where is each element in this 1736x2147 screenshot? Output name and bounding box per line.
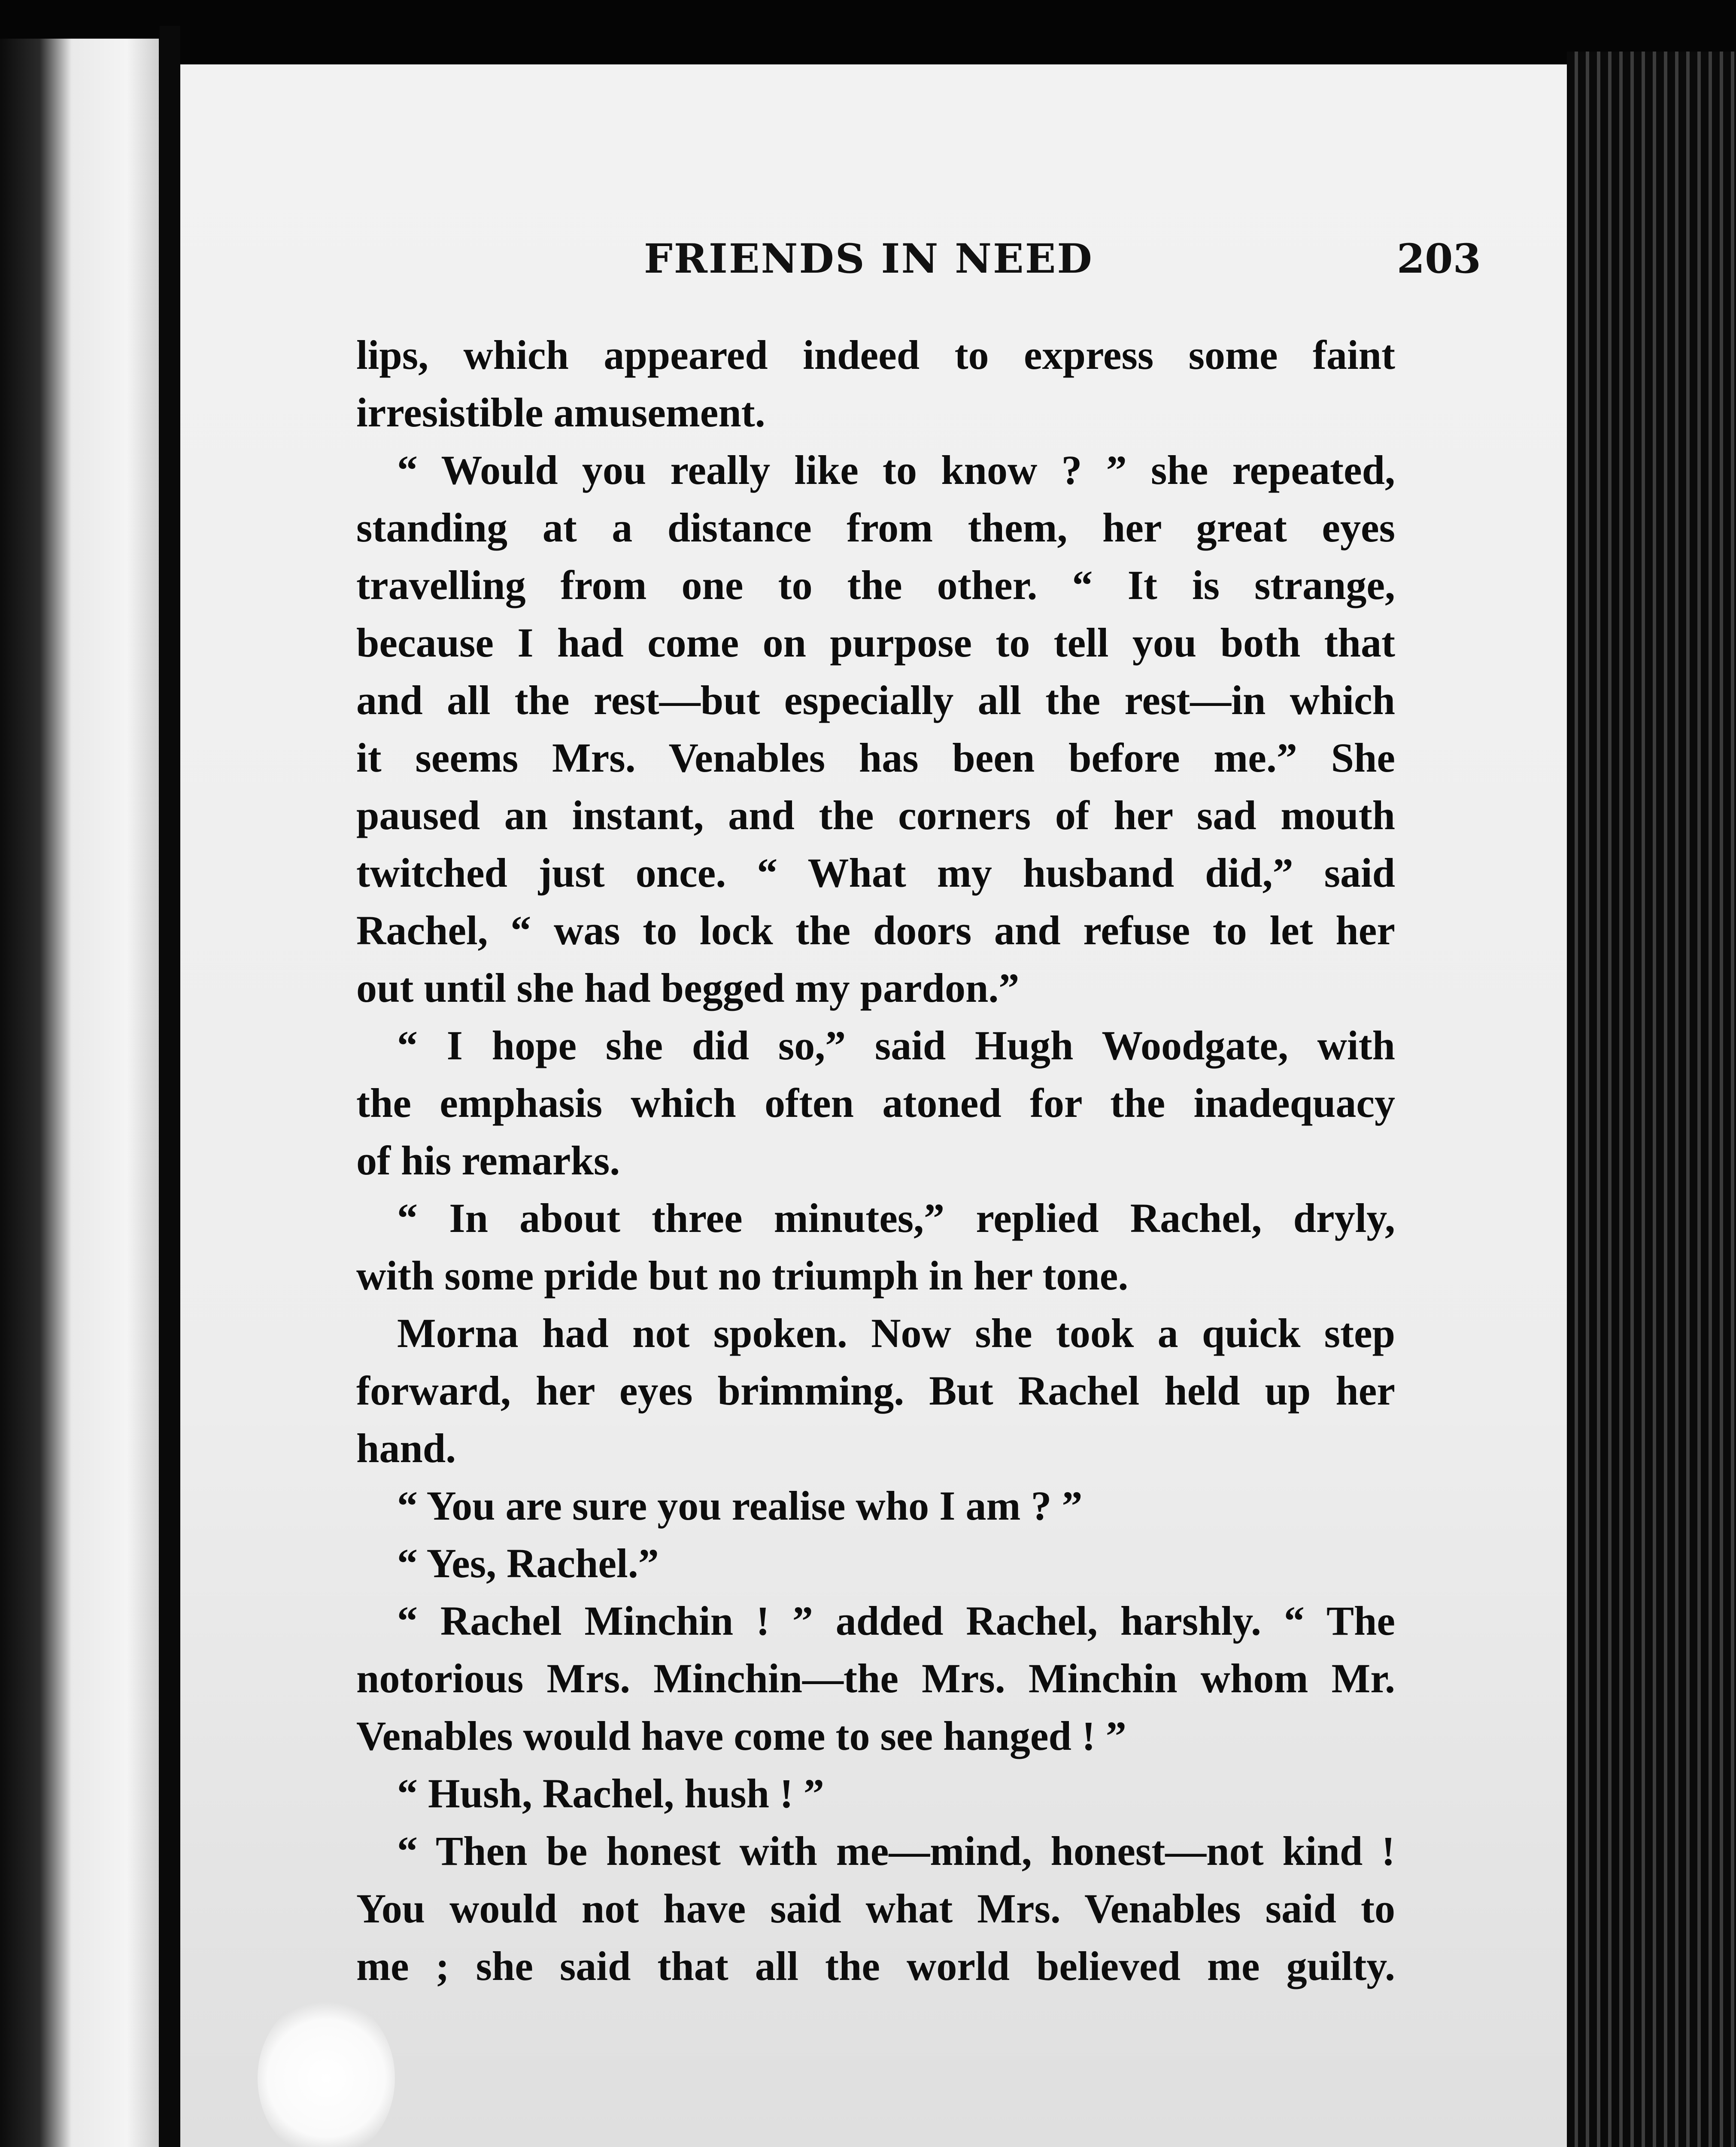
text-line: of his remarks. — [356, 1137, 620, 1183]
text-line: paused an instant, and the corners of her sad mouth — [356, 792, 1395, 838]
text-line: notorious Mrs. Minchin—the Mrs. Minchin whom Mr. — [356, 1655, 1395, 1701]
text-line: lips, which appeared indeed to express some faint — [356, 332, 1395, 378]
text-line: the emphasis which often atoned for the inadequacy — [356, 1080, 1395, 1126]
text-line: You would not have said what Mrs. Venables said to — [356, 1885, 1395, 1931]
page-stack-edge — [1567, 52, 1736, 2147]
text-line: “ Hush, Rachel, hush ! ” — [397, 1770, 824, 1816]
text-line: Morna had not spoken. Now she took a quick step — [397, 1310, 1395, 1356]
book-gutter — [160, 26, 180, 2147]
text-line: and all the rest—but especially all the rest—in which — [356, 677, 1395, 723]
text-line: “ Yes, Rachel.” — [397, 1540, 659, 1586]
text-line: forward, her eyes brimming. But Rachel held up her — [356, 1368, 1395, 1414]
text-line: irresistible amusement. — [356, 389, 765, 435]
text-line: it seems Mrs. Venables has been before me.” She — [356, 735, 1395, 781]
text-line: “ You are sure you realise who I am ? ” — [397, 1483, 1083, 1529]
text-line: “ Would you really like to know ? ” she repeated, — [397, 447, 1395, 493]
text-line: “ Then be honest with me—mind, honest—not kind ! — [397, 1828, 1395, 1874]
chapter-title: FRIENDS IN NEED — [644, 235, 1093, 283]
text-line: Venables would have come to see hanged ! ” — [356, 1713, 1126, 1759]
text-line: “ In about three minutes,” replied Rachel, dryly, — [397, 1195, 1395, 1241]
page-number: 203 — [1396, 235, 1481, 283]
text-line: hand. — [356, 1425, 456, 1471]
text-line: me ; she said that all the world believed me guilty. — [356, 1943, 1395, 1989]
text-line: out until she had begged my pardon.” — [356, 965, 1020, 1011]
text-line: because I had come on purpose to tell you both that — [356, 620, 1395, 666]
text-line: “ I hope she did so,” said Hugh Woodgate, with — [397, 1022, 1395, 1068]
text-line: standing at a distance from them, her great eyes — [356, 505, 1395, 550]
running-header — [180, 235, 1567, 300]
text-line: twitched just once. “ What my husband did,” said — [356, 850, 1395, 896]
text-line: “ Rachel Minchin ! ” added Rachel, harshly. “ The — [397, 1598, 1395, 1644]
facing-page-edge — [0, 39, 159, 2147]
text-line: Rachel, “ was to lock the doors and refuse to let her — [356, 907, 1395, 953]
text-line: travelling from one to the other. “ It is strange, — [356, 562, 1395, 608]
text-line: with some pride but no triumph in her tone. — [356, 1253, 1129, 1299]
page-text — [356, 326, 1395, 1995]
